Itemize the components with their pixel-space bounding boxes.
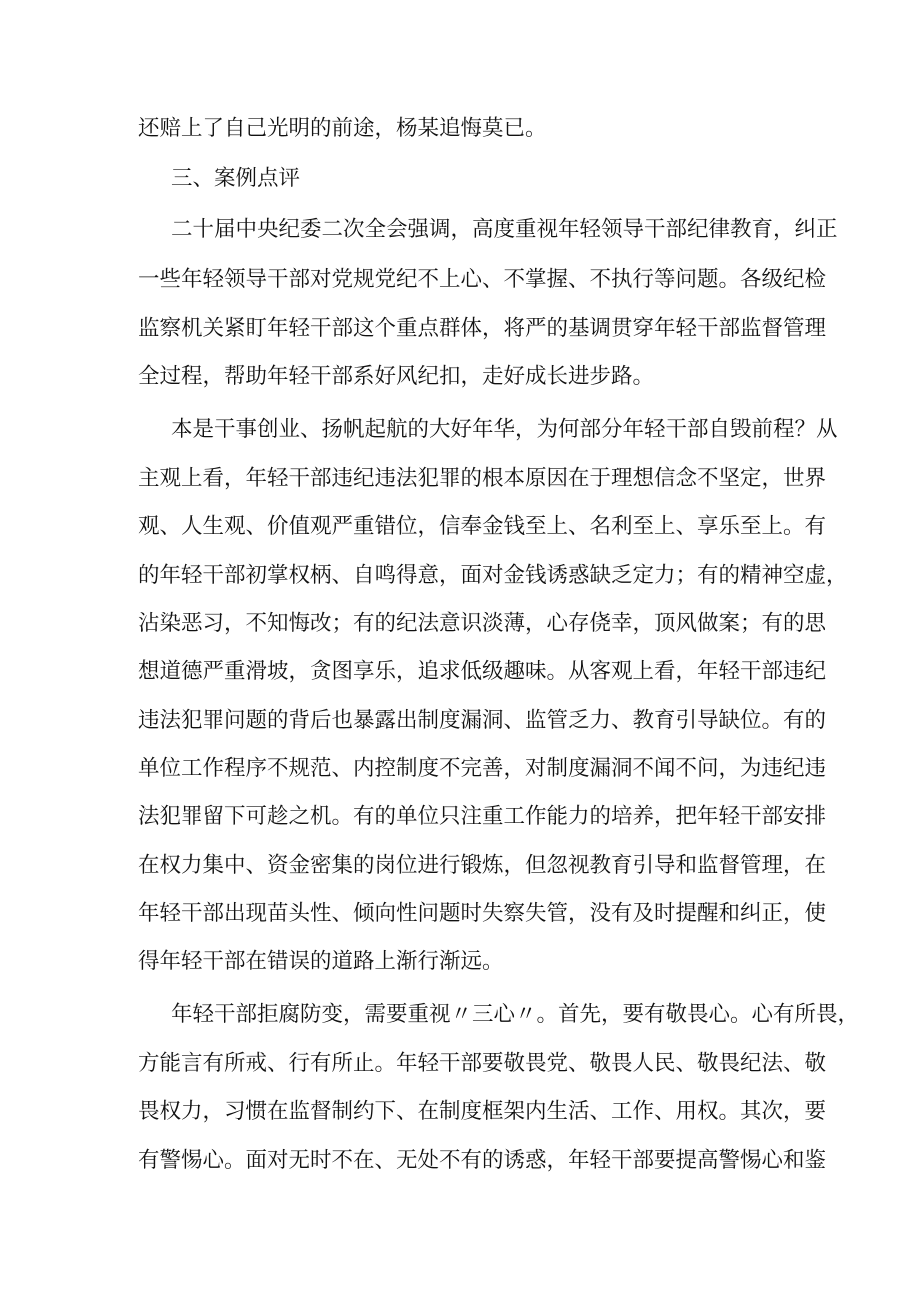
text-line: 违法犯罪问题的背后也暴露出制度漏洞、监管乏力、教育引导缺位。有的	[138, 708, 827, 733]
text-line: 沾染恶习，不知悔改；有的纪法意识淡薄，心存侥幸，顶风做案；有的思	[138, 611, 827, 636]
text-line: 有警惕心。面对无时不在、无处不有的诱惑，年轻干部要提高警惕心和鉴	[138, 1148, 827, 1173]
text-line: 单位工作程序不规范、内控制度不完善，对制度漏洞不闻不问，为违纪违	[138, 756, 827, 781]
text-line: 二十届中央纪委二次全会强调，高度重视年轻领导干部纪律教育，纠正	[171, 217, 838, 242]
text-line: 主观上看，年轻干部违纪违法犯罪的根本原因在于理想信念不坚定，世界	[138, 466, 827, 491]
text-line: 还赔上了自己光明的前途，杨某追悔莫已。	[138, 116, 547, 141]
text-line: 在权力集中、资金密集的岗位进行锻炼，但忽视教育引导和监督管理，在	[138, 853, 827, 878]
text-line: 法犯罪留下可趁之机。有的单位只注重工作能力的培养，把年轻干部安排	[138, 804, 827, 829]
text-line: 的年轻干部初掌权柄、自鸣得意，面对金钱诱惑缺乏定力；有的精神空虚，	[138, 563, 848, 588]
section-heading: 三、案例点评	[171, 166, 301, 191]
text-line: 方能言有所戒、行有所止。年轻干部要敬畏党、敬畏人民、敬畏纪法、敬	[138, 1051, 827, 1076]
text-line: 全过程，帮助年轻干部系好风纪扣，走好成长进步路。	[138, 364, 655, 389]
text-line: 本是干事创业、扬帆起航的大好年华，为何部分年轻干部自毁前程？从	[171, 417, 838, 442]
text-line: 畏权力，习惯在监督制约下、在制度框架内生活、工作、用权。其次，要	[138, 1099, 827, 1124]
text-line: 一些年轻领导干部对党规党纪不上心、不掌握、不执行等问题。各级纪检	[138, 267, 827, 292]
text-line: 想道德严重滑坡，贪图享乐，追求低级趣味。从客观上看，年轻干部违纪	[138, 659, 827, 684]
text-line: 监察机关紧盯年轻干部这个重点群体，将严的基调贯穿年轻干部监督管理	[138, 316, 827, 341]
text-line: 年轻干部拒腐防变，需要重视〃三心〃。首先，要有敬畏心。心有所畏，	[171, 1002, 860, 1027]
text-line: 年轻干部出现苗头性、倾向性问题时失察失管，没有及时提醒和纠正，使	[138, 901, 827, 926]
text-line: 观、人生观、价值观严重错位，信奉金钱至上、名利至上、享乐至上。有	[138, 514, 827, 539]
text-line: 得年轻干部在错误的道路上渐行渐远。	[138, 949, 504, 974]
